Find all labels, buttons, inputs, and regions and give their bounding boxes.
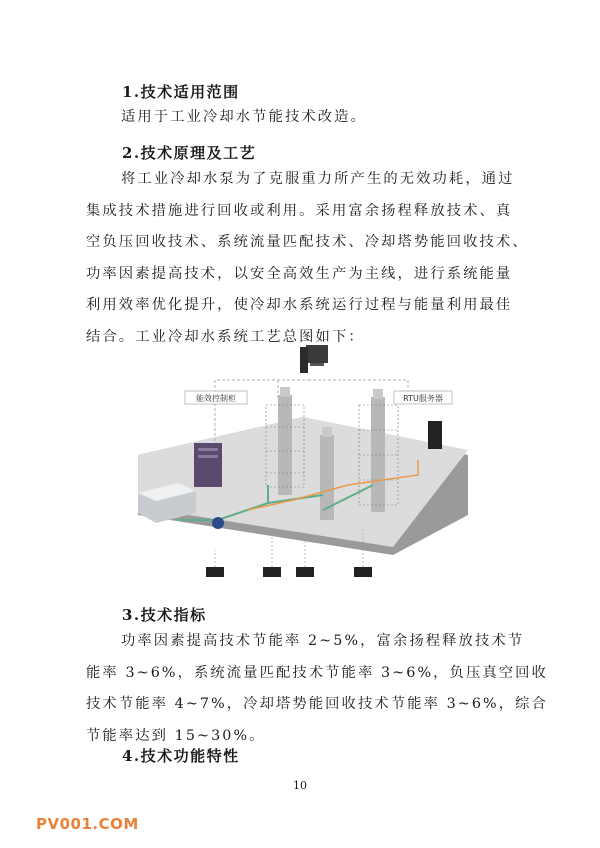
cabinet-label: 能效控制柜: [196, 394, 236, 403]
rtu-label: RTU服务器: [403, 394, 443, 403]
tower-left: [278, 387, 292, 495]
section-2-line: 功率因素提高技术，以安全高效生产为主线，进行系统能量: [86, 265, 513, 282]
section-3-line: 节能率达到 15~30%。: [86, 727, 266, 744]
section-3-line: 技术节能率 4~7%，冷却塔势能回收技术节能率 3~6%，综合: [86, 696, 548, 712]
section-1-body: [86, 102, 516, 134]
pump-icon: [212, 517, 224, 529]
tower-right: [371, 389, 385, 512]
section-4-title: 4.技术功能特性: [122, 747, 240, 765]
section-2-body: [86, 164, 529, 353]
section-2-title: 2.技术原理及工艺: [122, 144, 257, 162]
section-1-title: 1.技术适用范围: [122, 83, 240, 101]
section-3-line: 功率因素提高技术节能率 2~5%，富余扬程释放技术节: [121, 633, 525, 649]
section-3-title: 3.技术指标: [122, 606, 207, 624]
rtu-server-icon: [428, 421, 442, 449]
watermark: PV001.COM: [36, 815, 139, 833]
section-2-line: 集成技术措施进行回收或利用。采用富余扬程释放技术、真: [86, 202, 513, 219]
section-3-line: 能率 3~6%，系统流量匹配技术节能率 3~6%，负压真空回收: [86, 664, 548, 681]
process-diagram: [118, 335, 478, 590]
page-number: 10: [293, 779, 307, 792]
section-2-line: 结合。工业冷却水系统工艺总图如下：: [86, 328, 365, 345]
computer-icon: [300, 345, 328, 373]
section-3-body: [86, 626, 548, 752]
section-1-line: 适用于工业冷却水节能技术改造。: [121, 109, 367, 125]
section-2-line: 利用效率优化提升，使冷却水系统运行过程与能量利用最佳: [86, 297, 513, 313]
section-2-line: 空负压回收技术、系统流量匹配技术、冷却塔势能回收技术、: [86, 234, 529, 250]
meter-icons: [206, 567, 372, 577]
section-2-line: 将工业冷却水泵为了克服重力所产生的无效功耗，通过: [121, 171, 515, 187]
control-cabinet-icon: [194, 443, 222, 487]
